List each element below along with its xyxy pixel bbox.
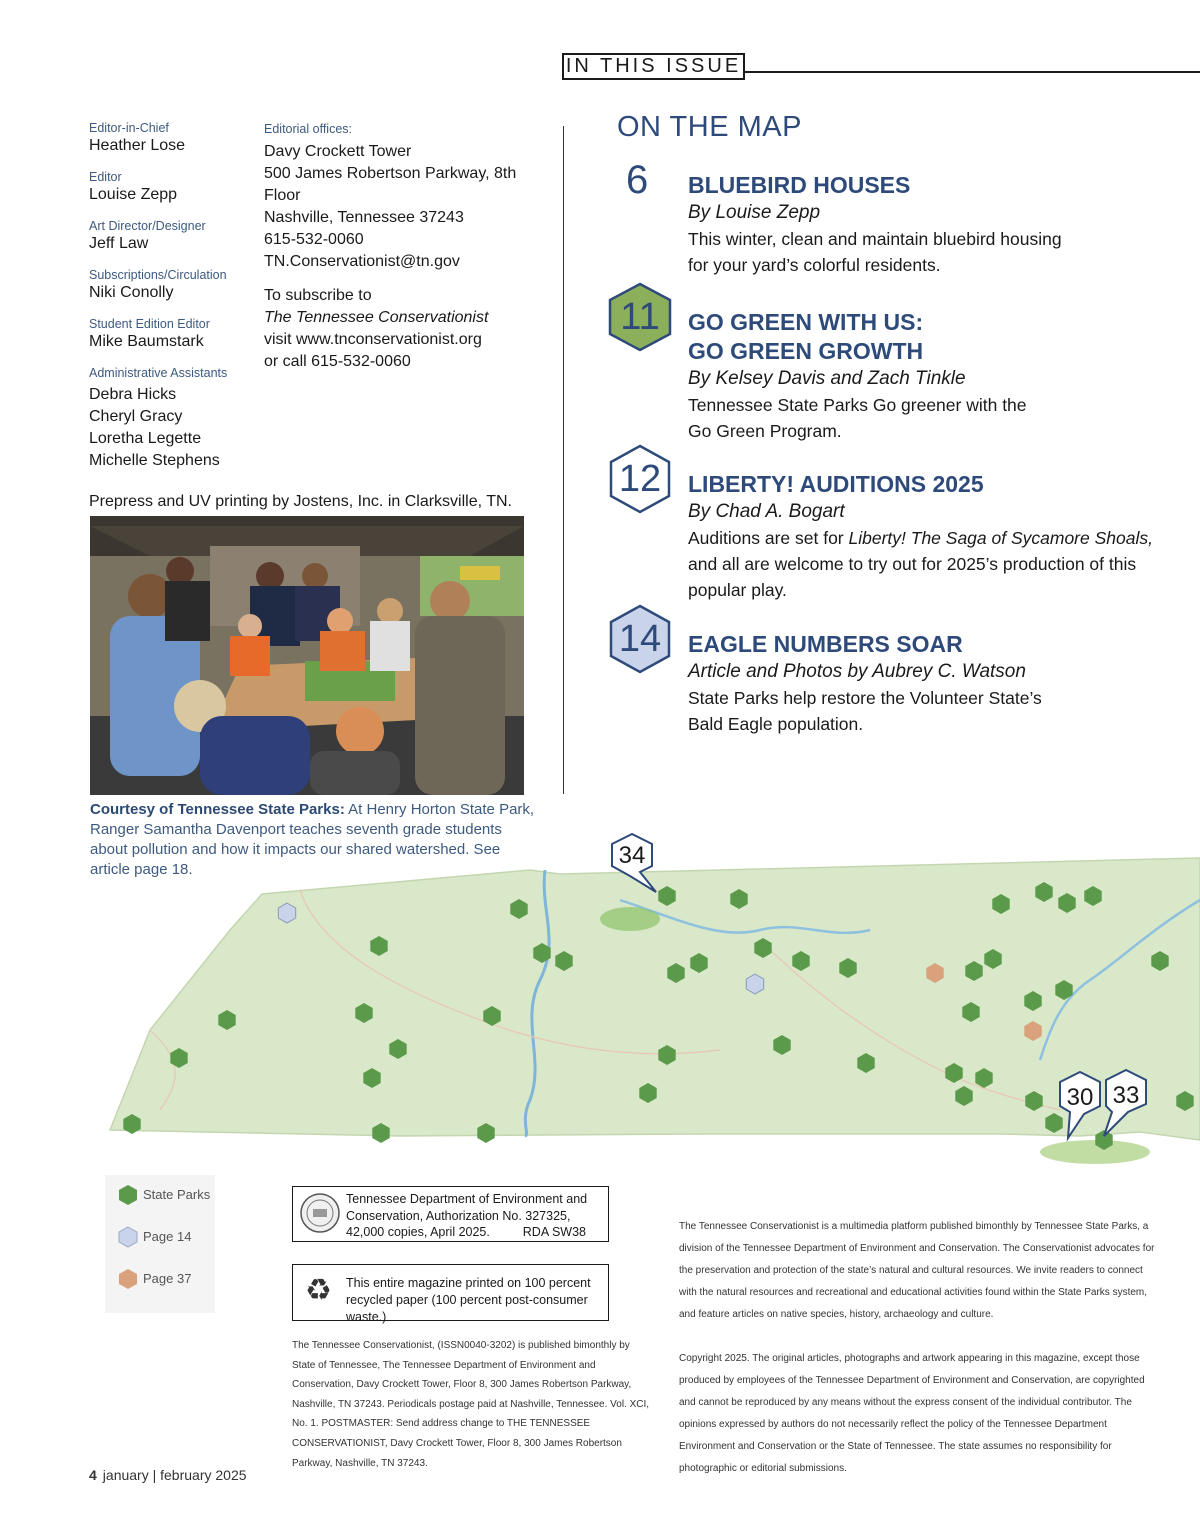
copyright-statement: Copyright 2025. The original articles, photographs and artwork appearing in this magazine, except those produced by employees of the Tennessee Department of Environment and Conservation, are copyrighted and cannot be reproduced by any means without the express consent of the individual contributor. The opinions expressed by authors do not necessarily reflect the policy of the Tennessee Department Environment and Conservation or the State of Tennessee. The state assumes no responsibility for photographic or editorial submissions. (679, 1353, 1145, 1474)
recycled-notice (292, 1264, 609, 1324)
hex-badge-label: 14 (618, 618, 662, 660)
hex-badge-label: 11 (620, 296, 660, 338)
about-statement: The Tennessee Conservationist is a multimedia platform published bimonthly by Tennessee State Parks, a division of the Tennessee Department of Environment and Conservation. The Conservationist advocates for the preservation and protection of the state’s natural and cultural resources. We invite readers to connect with the natural resources and recreational and educational activities found within the State Parks system, and feature articles on native species, history, archaeology and culture. (679, 1221, 1155, 1320)
toc-entry-go-green[interactable] (688, 308, 1168, 444)
toc-entry-liberty[interactable] (688, 470, 1168, 603)
legend-label: Page 14 (143, 1229, 192, 1244)
masthead-name: Debra Hicks (89, 386, 177, 403)
prepress-credit: Prepress and UV printing by Jostens, Inc. in Clarksville, TN. (89, 493, 512, 510)
entry-title: GO GREEN GROWTH (688, 338, 924, 364)
map-legend (105, 1175, 215, 1313)
magazine-name: The Tennessee Conservationist (264, 309, 489, 326)
authorization-line: Conservation, Authorization No. 327325, (346, 1208, 571, 1223)
masthead (89, 121, 259, 486)
masthead-group (89, 121, 259, 156)
page14-marker (278, 903, 295, 923)
masthead-group (89, 366, 259, 472)
entry-desc: for your yard’s colorful residents. (688, 255, 941, 275)
authorization-notice (292, 1186, 609, 1242)
masthead-role: Student Edition Editor (89, 317, 210, 331)
masthead-group (89, 219, 259, 254)
authorization-line: Tennessee Department of Environment and (346, 1192, 588, 1206)
photo-illustration (90, 516, 524, 795)
masthead-name: Mike Baumstark (89, 333, 204, 350)
page37-hex-icon (117, 1268, 139, 1290)
page-number-6: 6 (626, 158, 649, 202)
address-line: Davy Crockett Tower (264, 143, 412, 160)
recycled-line: This entire magazine printed on 100 percent (346, 1276, 591, 1290)
entry-desc: Auditions are set for Liberty! The Saga of Sycamore Shoals, and all are welcome to try out for 2025’s production of this popular play. (688, 528, 1153, 600)
entry-desc: This winter, clean and maintain bluebird housing (688, 229, 1062, 249)
entry-author: By Louise Zepp (688, 202, 821, 223)
hex-badge-12 (605, 443, 675, 515)
entry-title: LIBERTY! AUDITIONS 2025 (688, 471, 984, 497)
publication-statement: The Tennessee Conservationist, (ISSN0040-3202) is published bimonthly by State of Tennessee, The Tennessee Department of Environment and Conservation, Davy Crockett Tower, Floor 8, 300 James Robertson Parkway, Nashville, TN 37243. Periodicals postage paid at Nashville, Tennessee. Vol. XCI, No. 1. POSTMASTER: Send address change to THE TENNESSEE CONSERVATIONIST, Davy Crockett Tower, Floor 8, 300 James Robertson Parkway, Nashville, TN 37243. (292, 1340, 650, 1469)
hex-badge-label: 12 (618, 458, 662, 500)
address-line: Nashville, Tennessee 37243 (264, 209, 464, 226)
legend-label: Page 37 (143, 1271, 192, 1286)
state-park-hex-icon (117, 1184, 139, 1206)
region-glow (1040, 1140, 1150, 1164)
legend-label: State Parks (143, 1187, 211, 1202)
masthead-name: Louise Zepp (89, 186, 178, 203)
masthead-role: Subscriptions/Circulation (89, 268, 227, 282)
masthead-name: Niki Conolly (89, 284, 174, 301)
hex-badge-11 (604, 281, 676, 353)
tennessee-map (0, 830, 1200, 1180)
page-footer (89, 1467, 247, 1483)
on-the-map-heading: ON THE MAP (617, 111, 802, 143)
subscribe-phone: or call 615-532-0060 (264, 353, 411, 370)
entry-desc: Bald Eagle population. (688, 714, 864, 734)
entry-desc: State Parks help restore the Volunteer State’s (688, 688, 1042, 708)
entry-title: EAGLE NUMBERS SOAR (688, 631, 963, 657)
masthead-group (89, 317, 259, 352)
hex-badge-14 (605, 603, 675, 675)
entry-author: Article and Photos by Aubrey C. Watson (688, 661, 1026, 682)
editorial-offices (264, 121, 554, 373)
offices-label: Editorial offices: (264, 122, 353, 136)
masthead-name: Heather Lose (89, 137, 186, 154)
entry-title: BLUEBIRD HOUSES (688, 172, 911, 198)
entry-desc: Go Green Program. (688, 421, 842, 441)
masthead-role: Administrative Assistants (89, 366, 228, 380)
entry-title: GO GREEN WITH US: (688, 309, 924, 335)
authorization-line: 42,000 copies, April 2025. (346, 1225, 490, 1239)
website-link[interactable]: visit www.tnconservationist.org (264, 331, 482, 348)
column-divider (563, 126, 564, 794)
toc-entry-eagle[interactable] (688, 630, 1168, 737)
region-glow (600, 907, 660, 931)
masthead-role: Art Director/Designer (89, 219, 206, 233)
svg-text:30: 30 (1066, 1084, 1094, 1111)
subscribe-line: To subscribe to (264, 287, 372, 304)
issue-date: january | february 2025 (102, 1467, 247, 1483)
email-link[interactable]: TN.Conservationist@tn.gov (264, 253, 460, 270)
svg-text:34: 34 (618, 842, 646, 869)
caption-credit: Courtesy of Tennessee State Parks: (90, 801, 345, 818)
entry-author: By Chad A. Bogart (688, 501, 845, 522)
entry-desc: Tennessee State Parks Go greener with the (688, 395, 1027, 415)
caption-text: At Henry Horton State Park, Ranger Samantha Davenport teaches seventh grade students about pollution and how it impacts our shared watershed. See article page 18. (90, 801, 535, 878)
recycled-line: recycled paper (100 percent post-consumer waste.) (346, 1293, 588, 1324)
masthead-role: Editor (89, 170, 122, 184)
state-seal-icon (299, 1192, 341, 1234)
address-line: 500 James Robertson Parkway, 8th Floor (264, 165, 517, 204)
phone: 615-532-0060 (264, 231, 364, 248)
page14-hex-icon (117, 1226, 139, 1248)
page14-marker (746, 974, 763, 994)
section-label: IN THIS ISSUE (562, 53, 745, 80)
header-rule (745, 71, 1200, 73)
masthead-name: Jeff Law (89, 235, 149, 252)
masthead-role: Editor-in-Chief (89, 121, 169, 135)
svg-text:33: 33 (1112, 1082, 1140, 1109)
masthead-group (89, 170, 259, 205)
folio-number: 4 (89, 1467, 97, 1483)
masthead-name: Loretha Legette (89, 430, 202, 447)
entry-author: By Kelsey Davis and Zach Tinkle (688, 368, 966, 389)
ranger-class-photo (90, 516, 524, 795)
rda-code: RDA SW38 (522, 1225, 586, 1239)
masthead-name: Cheryl Gracy (89, 408, 183, 425)
recycle-icon: ♻ (305, 1274, 332, 1307)
masthead-group (89, 268, 259, 303)
masthead-name: Michelle Stephens (89, 452, 220, 469)
toc-entry-bluebird[interactable] (688, 171, 1168, 278)
